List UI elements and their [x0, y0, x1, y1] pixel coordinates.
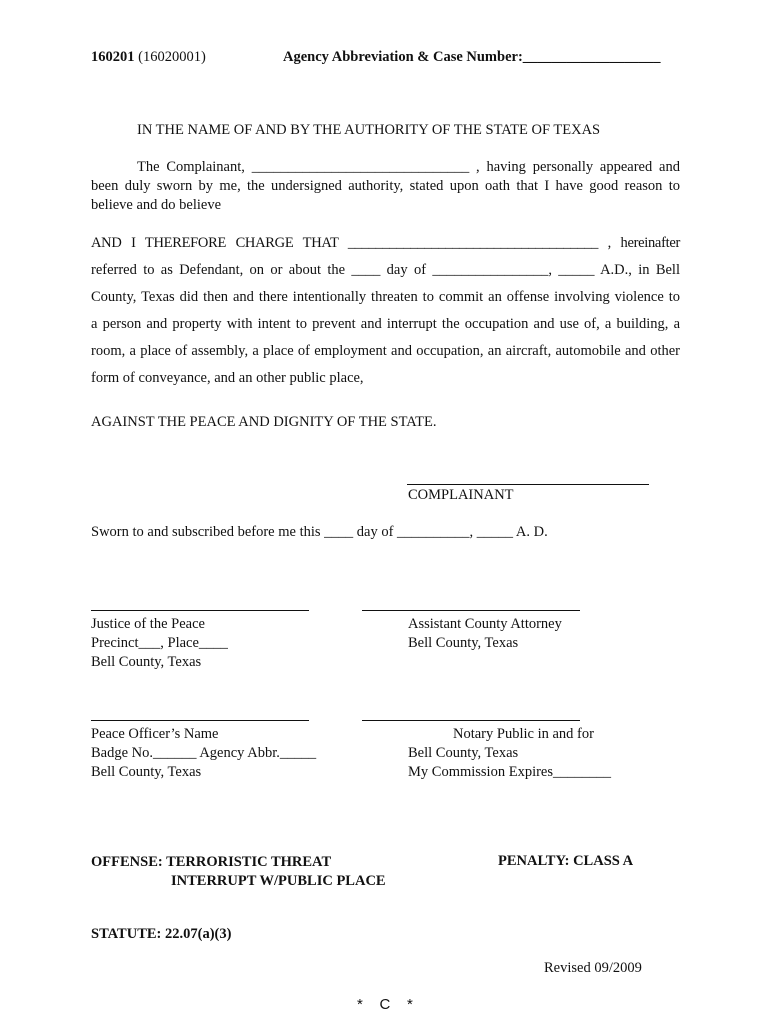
- charge-paragraph: [91, 230, 680, 392]
- complainant-line-3: believe and do believe: [91, 197, 222, 213]
- officer-signature-line: [91, 720, 309, 721]
- charge-line-6: form of conveyance, and an other public place,: [91, 370, 364, 386]
- agency-case-number-label: Agency Abbreviation & Case Number:___________________: [283, 49, 661, 65]
- complainant-line-2: been duly sworn by me, the undersigned authority, stated upon oath that I have good reason to: [91, 178, 680, 194]
- statute-label: STATUTE: 22.07(a)(3): [91, 926, 232, 942]
- officer-county: Bell County, Texas: [91, 764, 202, 780]
- notary-county: Bell County, Texas: [408, 745, 519, 761]
- attorney-title: Assistant County Attorney: [408, 616, 562, 632]
- footer-mark: * C *: [357, 996, 413, 1013]
- complainant-paragraph: [91, 158, 680, 215]
- justice-county: Bell County, Texas: [91, 654, 202, 670]
- peace-dignity-statement: AGAINST THE PEACE AND DIGNITY OF THE STATE.: [91, 414, 437, 430]
- offense-line-1: OFFENSE: TERRORISTIC THREAT: [91, 854, 332, 870]
- officer-name: Peace Officer’s Name: [91, 726, 219, 742]
- form-code-number: 160201: [91, 49, 135, 65]
- sworn-statement: Sworn to and subscribed before me this ____ day of __________, _____ A. D.: [91, 524, 548, 540]
- document-title: IN THE NAME OF AND BY THE AUTHORITY OF THE STATE OF TEXAS: [137, 122, 601, 138]
- charge-line-2: referred to as Defendant, on or about the ____ day of ________________, _____ A.D., in Bell: [91, 262, 680, 278]
- charge-line-5: room, a place of assembly, a place of employment and occupation, an aircraft, automobile and other: [91, 343, 680, 359]
- complainant-label: COMPLAINANT: [408, 487, 514, 503]
- notary-block: [408, 725, 611, 782]
- justice-title: Justice of the Peace: [91, 616, 205, 632]
- attorney-block: [408, 615, 562, 653]
- notary-signature-line: [362, 720, 580, 721]
- justice-signature-line: [91, 610, 309, 611]
- attorney-county: Bell County, Texas: [408, 635, 519, 651]
- revision-date: Revised 09/2009: [544, 960, 642, 976]
- form-code-alt: (16020001): [138, 49, 206, 65]
- notary-commission: My Commission Expires________: [408, 764, 612, 780]
- notary-title: Notary Public in and for: [453, 726, 594, 742]
- justice-block: [91, 615, 228, 672]
- complainant-line-1: The Complainant, ______________________________ , having personally appeared and: [137, 159, 680, 175]
- offense-block: [91, 853, 386, 891]
- charge-line-1: AND I THEREFORE CHARGE THAT ____________________________________ , hereinafter: [91, 235, 680, 251]
- officer-block: [91, 725, 316, 782]
- offense-line-2: INTERRUPT W/PUBLIC PLACE: [171, 873, 386, 889]
- complainant-signature-line: [407, 484, 649, 485]
- justice-precinct: Precinct___, Place____: [91, 635, 228, 651]
- penalty-label: PENALTY: CLASS A: [498, 853, 634, 869]
- officer-badge: Badge No.______ Agency Abbr._____: [91, 745, 317, 761]
- form-code: [91, 49, 206, 66]
- charge-line-4: a person and property with intent to prevent and interrupt the occupation and use of, a building, a: [91, 316, 680, 332]
- attorney-signature-line: [362, 610, 580, 611]
- charge-line-3: County, Texas did then and there intentionally threaten to commit an offense involving violence to: [91, 289, 680, 305]
